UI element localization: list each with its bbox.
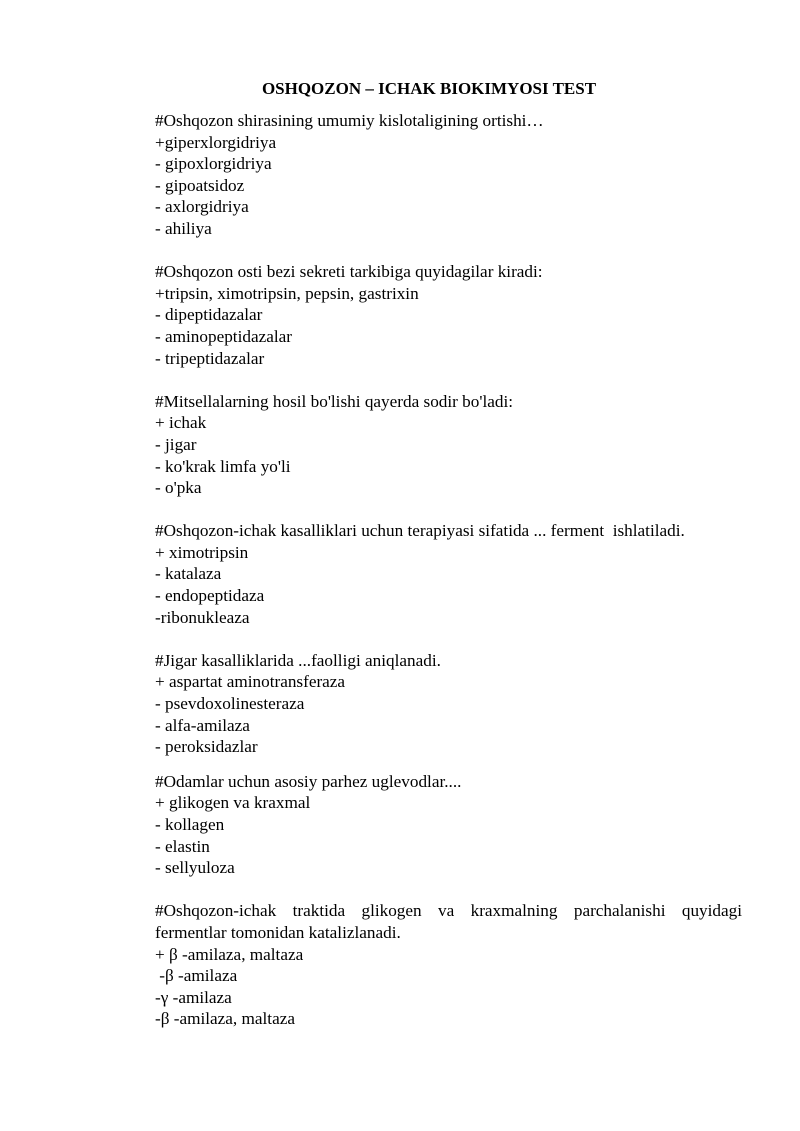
answer-option: + ximotripsin — [155, 542, 249, 562]
answer-option: - ko'krak limfa yo'li — [155, 456, 291, 476]
question-1 — [155, 110, 742, 240]
answer-option: - tripeptidazalar — [155, 348, 265, 368]
answer-option: - jigar — [155, 434, 197, 454]
answer-option: +tripsin, ximotripsin, pepsin, gastrixin — [155, 283, 419, 303]
answer-option: - gipoxlorgidriya — [155, 154, 272, 174]
answer-option: - gipoatsidoz — [155, 175, 245, 195]
answer-option: - endopeptidaza — [155, 586, 265, 606]
answer-option: -γ -amilaza — [155, 987, 232, 1007]
question-text: #Oshqozon osti bezi sekreti tarkibiga quyidagilar kiradi: — [155, 262, 543, 282]
answer-option: -ribonukleaza — [155, 607, 250, 627]
answer-option: - axlorgidriya — [155, 197, 249, 217]
question-text: #Oshqozon-ichak kasalliklari uchun terapiyasi sifatida ... ferment ishlatiladi. — [155, 521, 685, 541]
question-spacer — [155, 758, 742, 771]
question-7 — [155, 900, 747, 1030]
question-4 — [155, 520, 742, 628]
answer-option: - peroksidazlar — [155, 737, 258, 757]
question-text: #Oshqozon-ichak traktida glikogen va kraxmalning parchalanishi quyidagi fermentlar tomonidan katalizlanadi. — [155, 901, 747, 942]
answer-option: - elastin — [155, 836, 210, 856]
question-spacer — [155, 499, 742, 521]
answer-option: + aspartat aminotransferaza — [155, 672, 346, 692]
answer-option: - psevdoxolinesteraza — [155, 694, 305, 714]
answer-option: -β -amilaza, maltaza — [155, 1009, 295, 1029]
test-content — [155, 110, 747, 1030]
question-text: #Oshqozon shirasining umumiy kislotaligining ortishi… — [155, 111, 544, 130]
question-spacer — [155, 240, 742, 262]
document-title: OSHQOZON – ICHAK BIOKIMYOSI TEST — [261, 79, 597, 98]
answer-option: + β -amilaza, maltaza — [155, 944, 304, 964]
question-5 — [155, 650, 742, 758]
answer-option: - alfa-amilaza — [155, 715, 250, 735]
question-3 — [155, 391, 742, 499]
question-2 — [155, 261, 742, 369]
question-text: #Jigar kasalliklarida ...faolligi aniqlanadi. — [155, 650, 441, 670]
answer-option: - katalaza — [155, 564, 222, 584]
question-spacer — [155, 369, 742, 391]
answer-option: - ahiliya — [155, 218, 212, 238]
question-text: #Mitsellalarning hosil bo'lishi qayerda sodir bo'ladi: — [155, 391, 514, 411]
answer-option: - sellyuloza — [155, 858, 235, 878]
question-6 — [155, 771, 742, 879]
answer-option: - dipeptidazalar — [155, 305, 263, 325]
answer-option: + glikogen va kraxmal — [155, 793, 311, 813]
answer-option: +giperxlorgidriya — [155, 132, 277, 152]
answer-option: -β -amilaza — [155, 966, 238, 986]
question-spacer — [155, 628, 742, 650]
question-spacer — [155, 879, 742, 901]
answer-option: - aminopeptidazalar — [155, 326, 292, 346]
question-text: #Odamlar uchun asosiy parhez uglevodlar.... — [155, 771, 462, 791]
answer-option: + ichak — [155, 413, 207, 433]
answer-option: - kollagen — [155, 815, 225, 834]
answer-option: - o'pka — [155, 478, 202, 498]
